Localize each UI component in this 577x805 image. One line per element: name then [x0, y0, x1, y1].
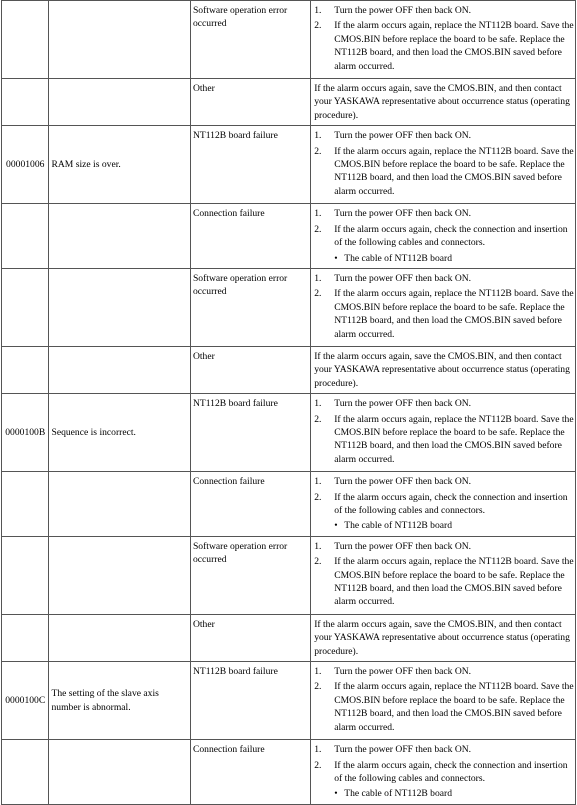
remedy-step	[314, 680, 575, 734]
alarm-description-cell	[49, 268, 190, 346]
alarm-description-cell	[49, 536, 190, 614]
remedy-bullet	[314, 519, 575, 532]
alarm-code-cell	[2, 346, 49, 393]
cause-cell: Software operation error occurred	[190, 1, 310, 79]
step-text: If the alarm occurs again, replace the NT112B board. Save the CMOS.BIN before replace the board to be safe. Replace the NT112B board, and then load the CMOS.BIN saved before alarm occurred.	[334, 288, 574, 340]
cause-cell: NT112B board failure	[190, 126, 310, 204]
step-text: If the alarm occurs again, replace the NT112B board. Save the CMOS.BIN before replace the board to be safe. Replace the NT112B board, and then load the CMOS.BIN saved before alarm occurred.	[334, 556, 574, 608]
alarm-code-cell: 00001006	[2, 126, 49, 204]
alarm-description-cell	[49, 346, 190, 393]
table-row	[2, 126, 576, 204]
remedy-cell	[311, 394, 576, 472]
remedy-cell	[311, 472, 576, 537]
alarm-code-cell	[2, 614, 49, 661]
remedy-bullet	[314, 787, 575, 800]
remedy-step	[314, 19, 575, 73]
step-number: 2.	[314, 20, 322, 32]
cause-cell: Other	[190, 79, 310, 126]
alarm-description-cell	[49, 472, 190, 537]
step-number: 1.	[314, 130, 322, 142]
remedy-cell	[311, 204, 576, 269]
step-text: Turn the power OFF then back ON.	[334, 398, 472, 410]
remedy-cell	[311, 614, 576, 661]
cause-cell: Connection failure	[190, 740, 310, 805]
remedy-cell	[311, 1, 576, 79]
step-text: Turn the power OFF then back ON.	[334, 476, 472, 488]
table-row	[2, 472, 576, 537]
step-text: Turn the power OFF then back ON.	[334, 540, 472, 552]
remedy-step	[314, 555, 575, 609]
alarm-code-cell: 0000100B	[2, 394, 49, 472]
cause-cell: Connection failure	[190, 204, 310, 269]
step-text: If the alarm occurs again, check the connection and insertion of the following cables and connectors.	[334, 491, 568, 516]
remedy-text: If the alarm occurs again, save the CMOS.BIN, and then contact your YASKAWA representative about occurrence status (operating procedure).	[314, 83, 570, 121]
step-text: Turn the power OFF then back ON.	[334, 130, 472, 142]
remedy-step	[314, 413, 575, 467]
step-number: 2.	[314, 556, 322, 568]
step-number: 1.	[314, 744, 322, 756]
remedy-step	[314, 491, 575, 518]
alarm-table	[1, 0, 576, 805]
remedy-text: If the alarm occurs again, save the CMOS.BIN, and then contact your YASKAWA representative about occurrence status (operating procedure).	[314, 618, 570, 657]
step-text: Turn the power OFF then back ON.	[334, 5, 472, 16]
remedy-step	[314, 759, 575, 786]
step-number: 1.	[314, 398, 322, 410]
table-row	[2, 346, 576, 393]
table-row	[2, 268, 576, 346]
remedy-cell	[311, 536, 576, 614]
remedy-step	[314, 145, 575, 199]
alarm-code-cell	[2, 268, 49, 346]
alarm-description-cell: The setting of the slave axis number is abnormal.	[49, 662, 190, 740]
table-row	[2, 394, 576, 472]
alarm-code-cell	[2, 204, 49, 269]
step-text: If the alarm occurs again, check the connection and insertion of the following cables and connectors.	[334, 759, 568, 784]
remedy-step	[314, 287, 575, 341]
bullet-icon: •	[334, 252, 338, 264]
alarm-description-cell	[49, 79, 190, 126]
cause-cell: Other	[190, 614, 310, 661]
step-text: Turn the power OFF then back ON.	[334, 272, 472, 284]
alarm-description-cell	[49, 614, 190, 661]
remedy-step	[314, 665, 575, 678]
step-number: 1.	[314, 208, 322, 220]
remedy-step	[314, 207, 575, 220]
cause-cell: NT112B board failure	[190, 394, 310, 472]
alarm-code-cell	[2, 740, 49, 805]
bullet-text: The cable of NT112B board	[344, 788, 453, 800]
step-number: 2.	[314, 491, 322, 503]
step-number: 2.	[314, 759, 322, 771]
alarm-description-cell: RAM size is over.	[49, 126, 190, 204]
bullet-icon: •	[334, 520, 338, 532]
step-text: If the alarm occurs again, replace the NT112B board. Save the CMOS.BIN before replace the board to be safe. Replace the NT112B board, and then load the CMOS.BIN saved before alarm occurred.	[334, 681, 574, 733]
table-row	[2, 662, 576, 740]
alarm-description-cell	[49, 204, 190, 269]
step-number: 1.	[314, 666, 322, 678]
alarm-code-cell	[2, 536, 49, 614]
step-number: 1.	[314, 476, 322, 488]
remedy-bullet	[314, 252, 575, 265]
step-number: 1.	[314, 5, 322, 16]
alarm-table-body	[2, 1, 576, 805]
step-text: If the alarm occurs again, replace the NT112B board. Save the CMOS.BIN before replace the board to be safe. Replace the NT112B board, and then load the CMOS.BIN saved before alarm occurred.	[334, 20, 574, 72]
cause-cell: Other	[190, 346, 310, 393]
table-row	[2, 1, 576, 79]
cause-cell: Software operation error occurred	[190, 268, 310, 346]
remedy-cell	[311, 126, 576, 204]
table-row	[2, 204, 576, 269]
table-row	[2, 740, 576, 805]
alarm-description-cell	[49, 740, 190, 805]
remedy-step	[314, 540, 575, 553]
step-number: 1.	[314, 272, 322, 284]
remedy-cell	[311, 346, 576, 393]
remedy-step	[314, 475, 575, 488]
remedy-step	[314, 129, 575, 142]
step-text: Turn the power OFF then back ON.	[334, 666, 472, 678]
cause-cell: Connection failure	[190, 472, 310, 537]
remedy-cell	[311, 79, 576, 126]
step-number: 2.	[314, 145, 322, 157]
table-row	[2, 79, 576, 126]
alarm-description-cell: Sequence is incorrect.	[49, 394, 190, 472]
step-text: If the alarm occurs again, check the connection and insertion of the following cables and connectors.	[334, 223, 568, 249]
remedy-cell	[311, 740, 576, 805]
alarm-description-cell	[49, 1, 190, 79]
step-text: If the alarm occurs again, replace the NT112B board. Save the CMOS.BIN before replace the board to be safe. Replace the NT112B board, and then load the CMOS.BIN saved before alarm occurred.	[334, 413, 574, 465]
remedy-step	[314, 223, 575, 250]
alarm-code-cell: 0000100C	[2, 662, 49, 740]
step-number: 2.	[314, 223, 322, 235]
table-row	[2, 536, 576, 614]
remedy-cell	[311, 662, 576, 740]
remedy-step	[314, 397, 575, 410]
alarm-code-cell	[2, 1, 49, 79]
alarm-code-cell	[2, 79, 49, 126]
table-row	[2, 614, 576, 661]
remedy-step	[314, 4, 575, 17]
cause-cell: NT112B board failure	[190, 662, 310, 740]
bullet-icon: •	[334, 788, 338, 800]
remedy-step	[314, 743, 575, 756]
step-number: 2.	[314, 681, 322, 693]
step-number: 2.	[314, 288, 322, 300]
step-number: 2.	[314, 413, 322, 425]
step-text: Turn the power OFF then back ON.	[334, 208, 472, 220]
remedy-cell	[311, 268, 576, 346]
step-text: If the alarm occurs again, replace the NT112B board. Save the CMOS.BIN before replace the board to be safe. Replace the NT112B board, and then load the CMOS.BIN saved before alarm occurred.	[334, 145, 574, 197]
cause-cell: Software operation error occurred	[190, 536, 310, 614]
alarm-code-cell	[2, 472, 49, 537]
bullet-text: The cable of NT112B board	[344, 520, 453, 532]
step-text: Turn the power OFF then back ON.	[334, 744, 472, 756]
remedy-text: If the alarm occurs again, save the CMOS.BIN, and then contact your YASKAWA representative about occurrence status (operating procedure).	[314, 350, 570, 389]
remedy-step	[314, 272, 575, 285]
bullet-text: The cable of NT112B board	[344, 252, 453, 264]
step-number: 1.	[314, 540, 322, 552]
